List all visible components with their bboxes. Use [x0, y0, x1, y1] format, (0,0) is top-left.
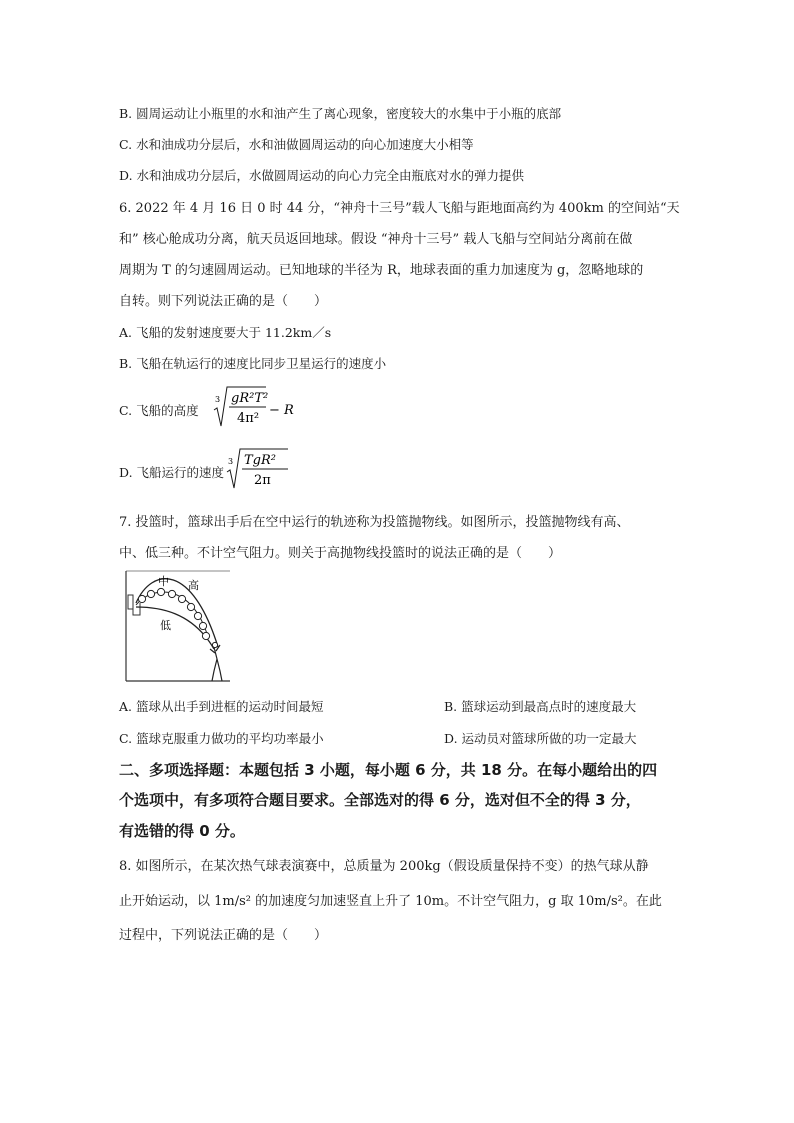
label-high: 高: [188, 579, 199, 592]
q6-stem-line-4: 自转。则下列说法正确的是（ ）: [119, 294, 328, 309]
q6-stem-line-2: 和” 核心舱成功分离，航天员返回地球。假设 “神舟十三号” 载人飞船与空间站分离前在做: [119, 232, 633, 247]
q7-option-c: C. 篮球克服重力做功的平均功率最小: [119, 731, 324, 746]
basketball: [194, 612, 201, 619]
q6-option-c-denominator: 4π²: [237, 411, 260, 426]
q6-option-a: A. 飞船的发射速度要大于 11.2km／s: [119, 325, 332, 340]
q6-option-c-formula: [211, 384, 301, 430]
root-index: 3: [228, 457, 234, 466]
q6-option-b: B. 飞船在轨运行的速度比同步卫星运行的速度小: [119, 356, 387, 371]
label-low: 低: [160, 619, 171, 632]
section-2-heading-line-3: 有选错的得 0 分。: [119, 822, 245, 840]
q8-stem-line-1: 8. 如图所示，在某次热气球表演赛中，总质量为 200kg（假设质量保持不变）的热气球从静: [119, 859, 649, 874]
q6-stem-line-1: 6. 2022 年 4 月 16 日 0 时 44 分，“神舟十三号”载人飞船与距地面高约为 400km 的空间站“天: [119, 201, 680, 216]
q8-stem-line-2: 止开始运动，以 1m/s² 的加速度匀加速竖直上升了 10m。不计空气阻力，g 取 10m/s²。在此: [119, 894, 662, 909]
q6-option-d-denominator: 2π: [254, 473, 271, 488]
root-index: 3: [215, 395, 221, 404]
q6-option-d-numerator: TgR²: [244, 453, 276, 468]
basketball: [178, 595, 185, 602]
basketball: [157, 588, 164, 595]
q5-option-d: D. 水和油成功分层后，水做圆周运动的向心力完全由瓶底对水的弹力提供: [119, 168, 525, 183]
q7-option-d: D. 运动员对篮球所做的功一定最大: [444, 731, 637, 746]
player-head: [212, 642, 217, 647]
q8-stem-line-3: 过程中，下列说法正确的是（ ）: [119, 928, 328, 943]
q6-option-c-prefix: C. 飞船的高度: [119, 403, 199, 418]
basketball: [202, 632, 209, 639]
q7-basketball-trajectory-figure: [122, 567, 234, 685]
q5-option-b: B. 圆周运动让小瓶里的水和油产生了离心现象，密度较大的水集中于小瓶的底部: [119, 106, 562, 121]
section-2-heading-line-2: 个选项中，有多项符合题目要求。全部选对的得 6 分，选对但不全的得 3 分，: [119, 791, 641, 809]
basketball: [138, 595, 145, 602]
q6-option-d-formula: [224, 446, 304, 492]
basketball: [187, 603, 194, 610]
player-figure: [210, 645, 222, 681]
section-2-heading-line-1: 二、多项选择题：本题包括 3 小题，每小题 6 分，共 18 分。在每小题给出的四: [119, 761, 658, 779]
basketball: [199, 622, 206, 629]
q7-option-b: B. 篮球运动到最高点时的速度最大: [444, 699, 637, 714]
basketball: [147, 590, 154, 597]
label-mid: 中: [158, 575, 169, 588]
q7-stem-line-1: 7. 投篮时，篮球出手后在空中运行的轨迹称为投篮抛物线。如图所示，投篮抛物线有高、: [119, 515, 630, 530]
q7-option-a: A. 篮球从出手到进框的运动时间最短: [119, 699, 324, 714]
q6-option-d-prefix: D. 飞船运行的速度: [119, 465, 225, 480]
q6-option-c-suffix: − R: [269, 403, 294, 418]
q7-stem-line-2: 中、低三种。不计空气阻力。则关于高抛物线投篮时的说法正确的是（ ）: [119, 546, 562, 561]
q6-option-c-numerator: gR²T²: [231, 391, 269, 406]
q6-stem-line-3: 周期为 T 的匀速圆周运动。已知地球的半径为 R，地球表面的重力加速度为 g，忽略地球的: [119, 263, 644, 278]
q5-option-c: C. 水和油成功分层后，水和油做圆周运动的向心加速度大小相等: [119, 137, 474, 152]
basketball: [168, 590, 175, 597]
backboard: [128, 595, 133, 609]
